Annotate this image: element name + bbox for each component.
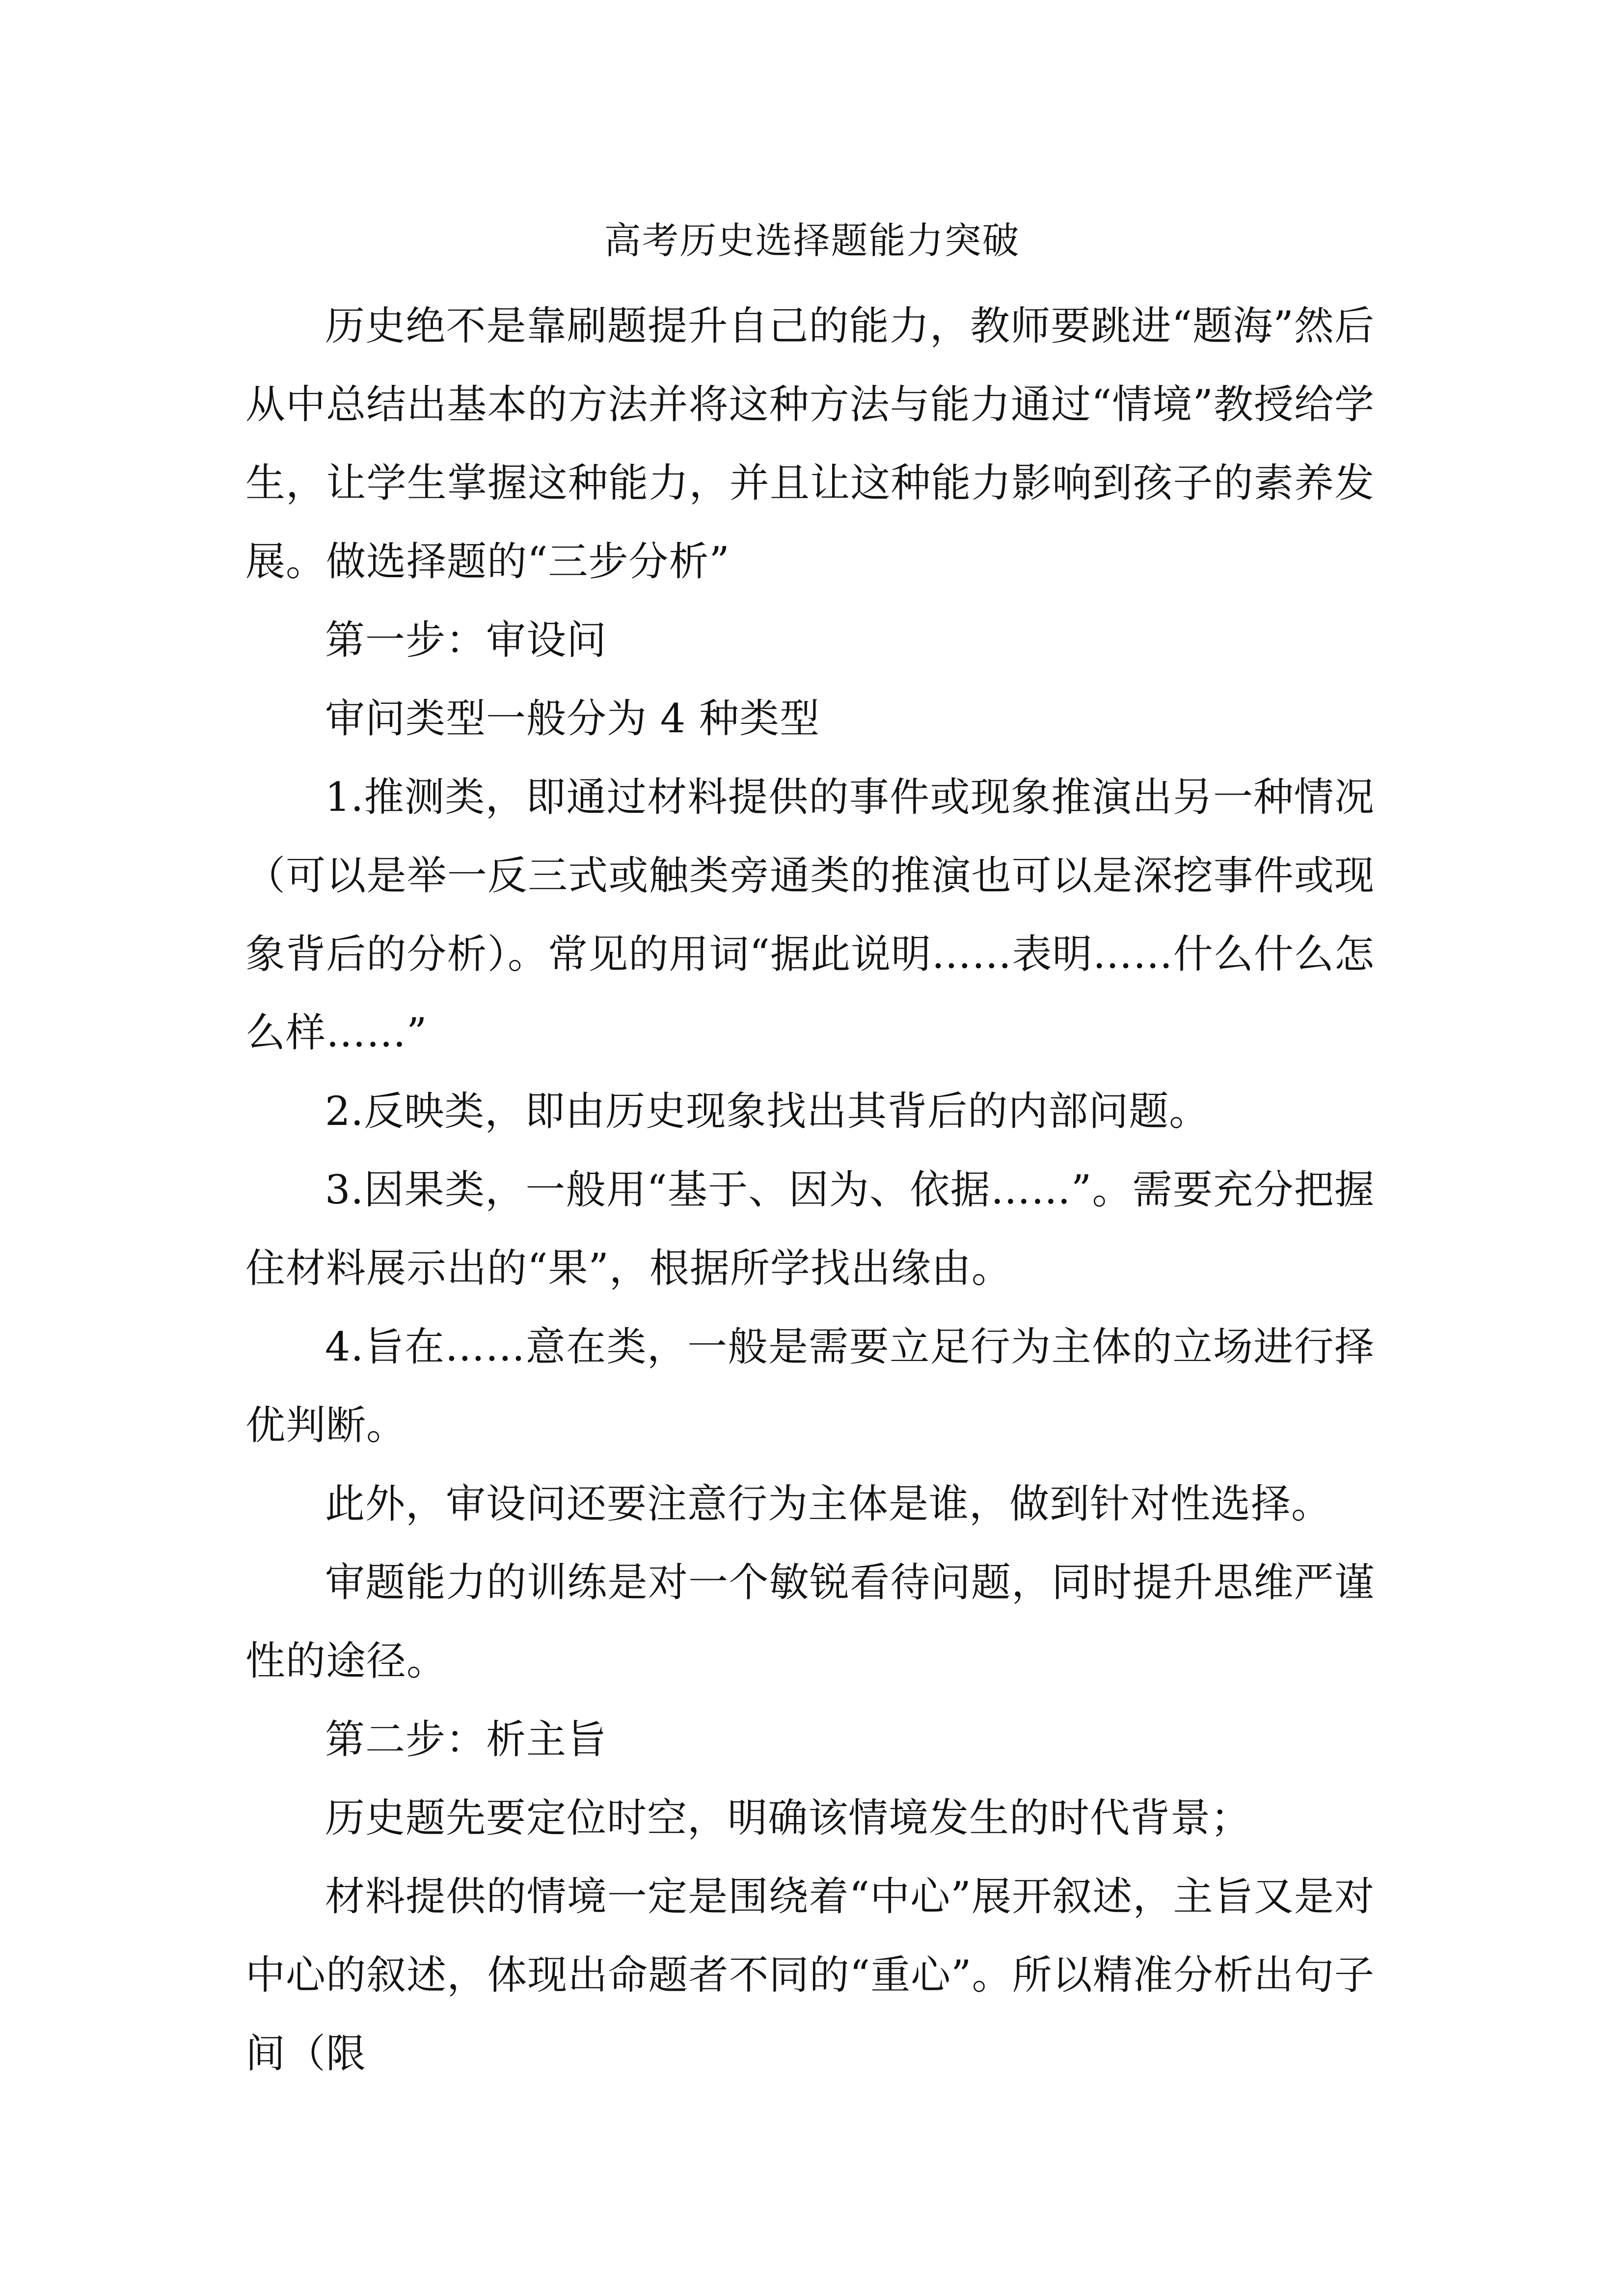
paragraph-type-causal: 3.因果类，一般用“基于、因为、依据……”。需要充分把握住材料展示出的“果”，根据所学找出缘由。 [245, 1167, 1375, 1292]
paragraph-type-intent: 4.旨在……意在类，一般是需要立足行为主体的立场进行择优判断。 [245, 1324, 1375, 1449]
paragraph-subject-note: 此外，审设问还要注意行为主体是谁，做到针对性选择。 [325, 1481, 1332, 1527]
paragraph-type-inference: 1.推测类，即通过材料提供的事件或现象推演出另一种情况（可以是举一反三式或触类旁通类的推演也可以是深挖事件或现象背后的分析）。常见的用词“据此说明……表明……什么什么怎么样……” [245, 774, 1375, 1056]
paragraph-center-theme: 材料提供的情境一定是围绕着“中心”展开叙述，主旨又是对中心的叙述，体现出命题者不同的“重心”。所以精准分析出句子间（限 [245, 1874, 1375, 2077]
paragraph-step-one-heading: 第一步：审设问 [325, 617, 607, 664]
paragraph-step-two-heading: 第二步：析主旨 [325, 1717, 607, 1763]
document-title: 高考历史选择题能力突破 [604, 219, 1020, 262]
paragraph-intro: 历史绝不是靠刷题提升自己的能力，教师要跳进“题海”然后从中总结出基本的方法并将这种方法与能力通过“情境”教授给学生，让学生掌握这种能力，并且让这种能力影响到孩子的素养发展。做选择题的“三步分析” [245, 303, 1375, 585]
paragraph-question-types: 审问类型一般分为 4 种类型 [325, 696, 820, 742]
paragraph-training-note: 审题能力的训练是对一个敏锐看待问题，同时提升思维严谨性的途径。 [245, 1560, 1375, 1684]
paragraph-type-reflection: 2.反映类，即由历史现象找出其背后的内部问题。 [325, 1089, 1210, 1135]
document-body [245, 287, 1375, 2093]
paragraph-time-space: 历史题先要定位时空，明确该情境发生的时代背景； [325, 1795, 1251, 1842]
